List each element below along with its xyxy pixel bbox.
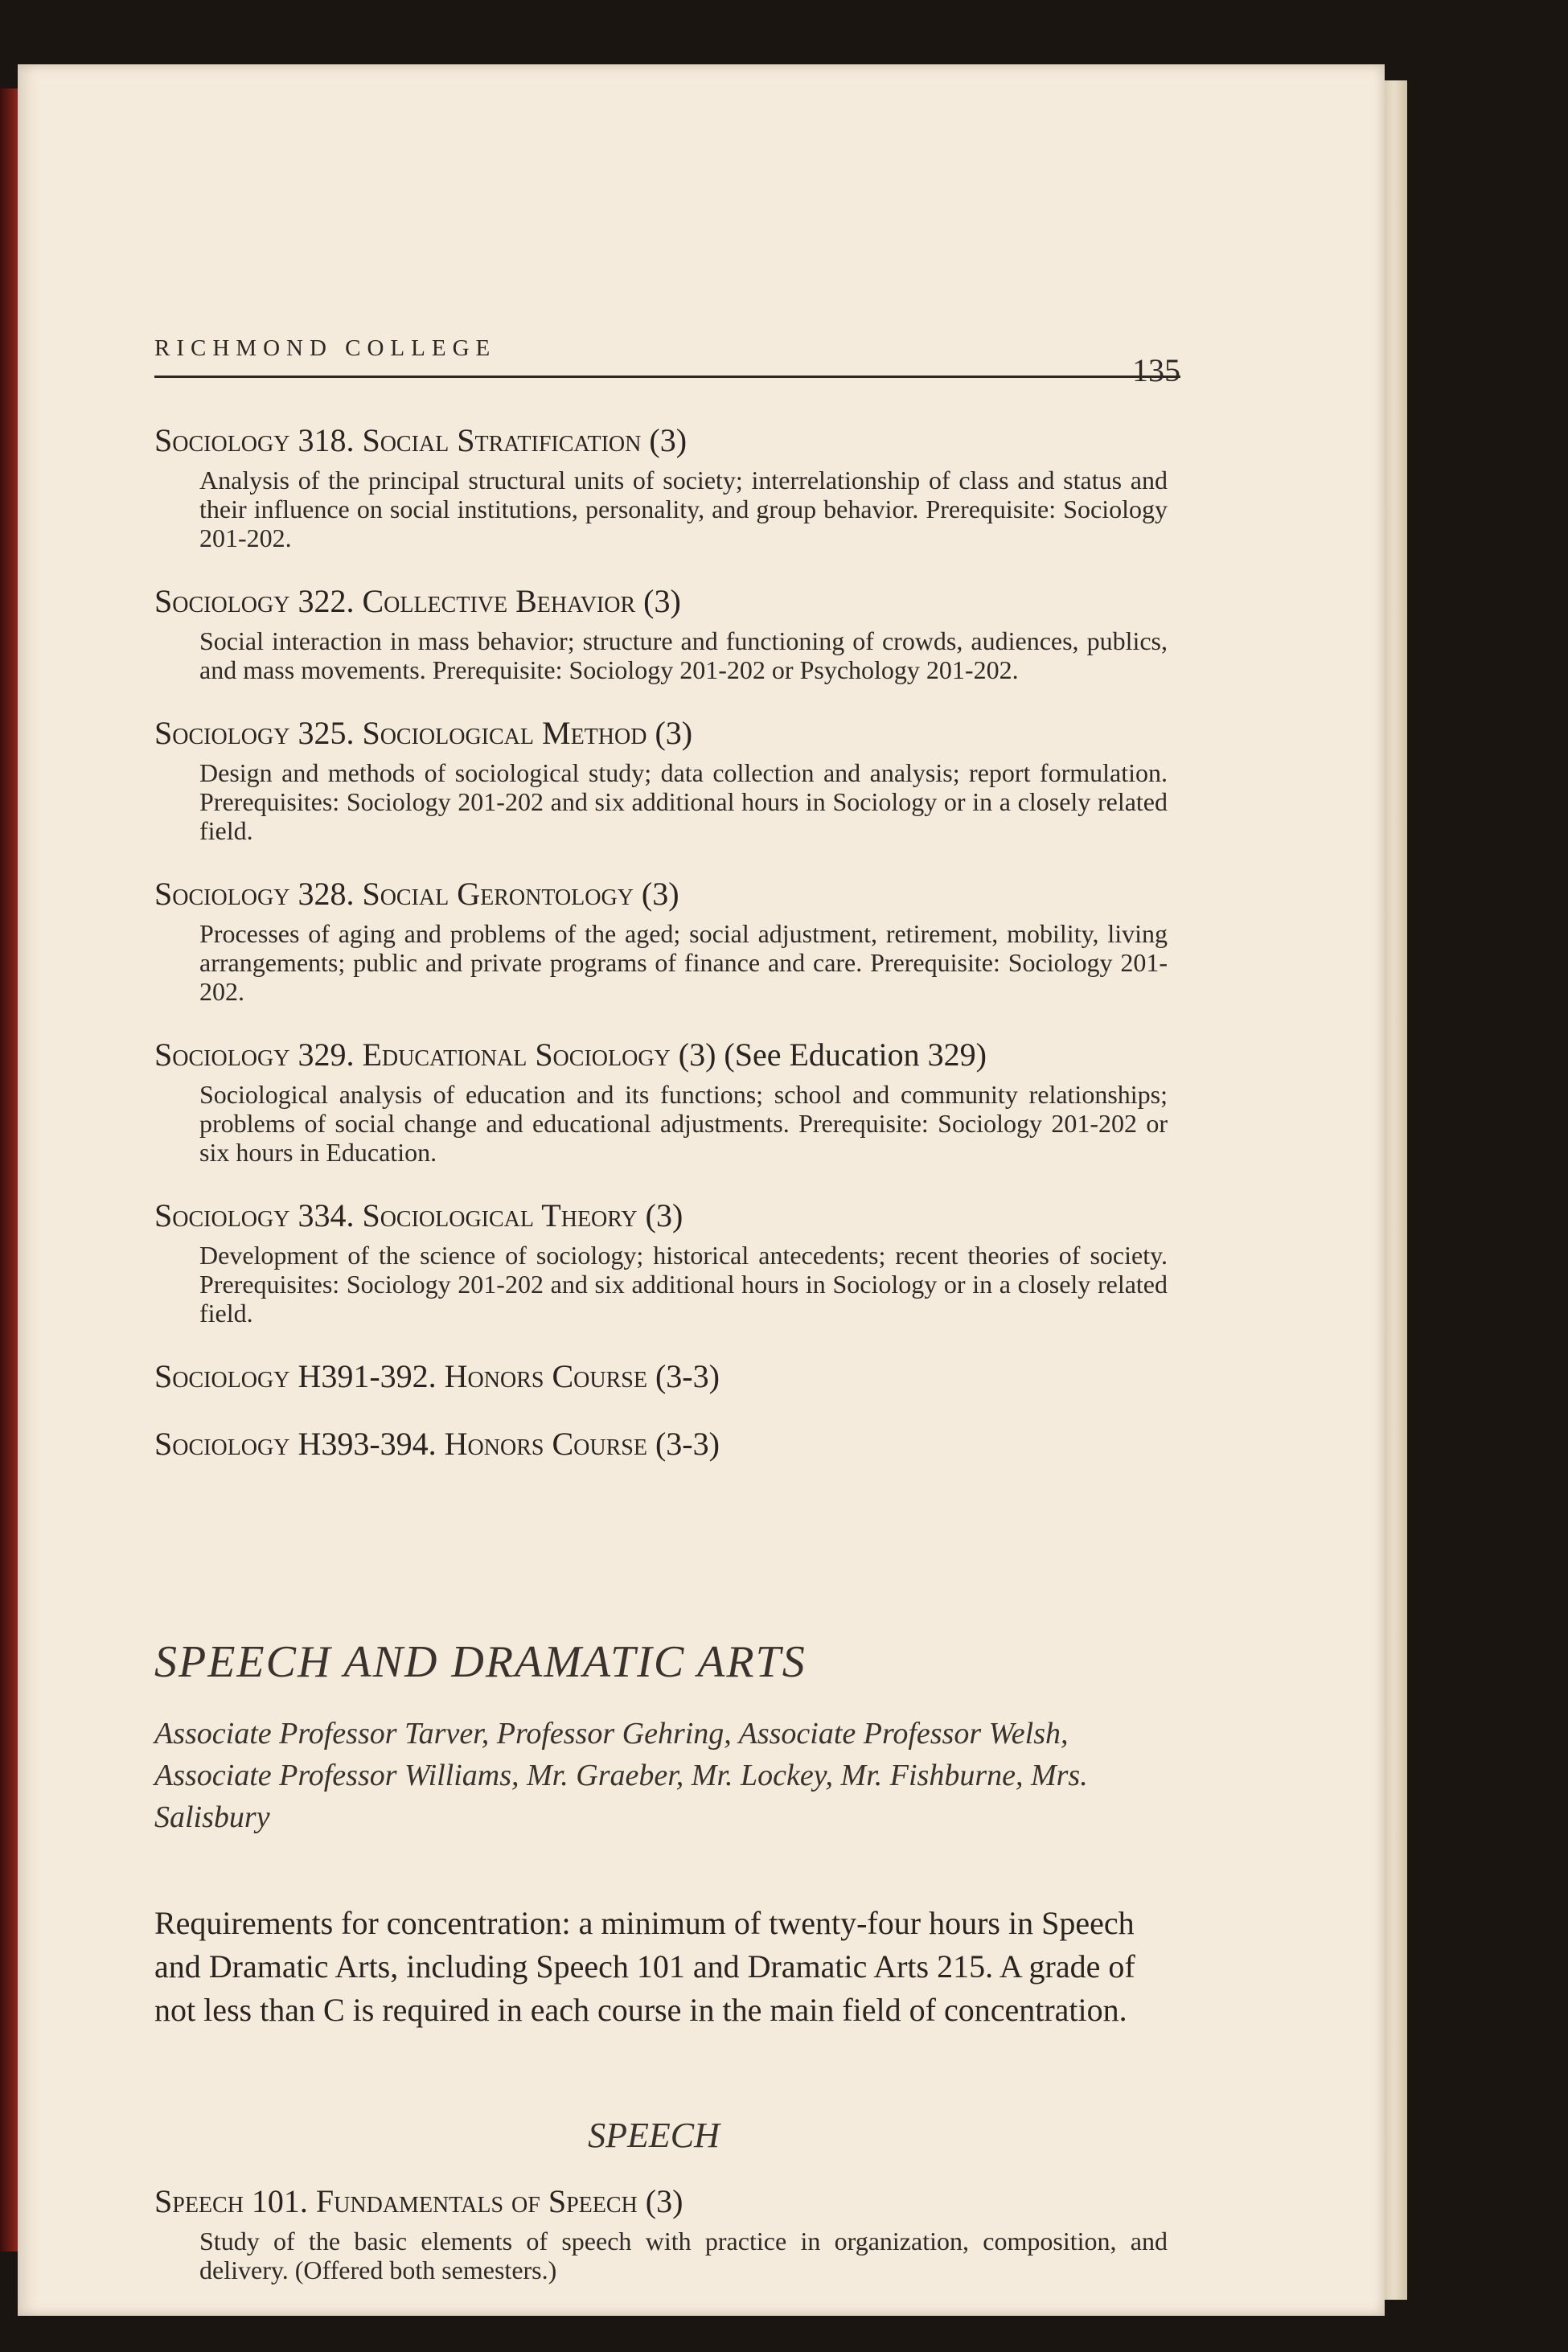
course-title: Sociological Method (3) [362,715,693,751]
course-entry [154,2183,1168,2284]
course-description: Analysis of the principal structural units of society; interrelationship of class and status and their influence on social institutions, personality, and group behavior. Prerequisite: Sociology 201-202. [199,466,1168,552]
course-title: Social Gerontology (3) [362,876,679,912]
course-description: Development of the science of sociology; historical antecedents; recent theories of society. Prerequisites: Sociology 201-202 and six additional hours in Sociology or in a closely related field. [199,1241,1168,1328]
course-entry [154,1358,1168,1395]
course-title: Honors Course (3-3) [444,1358,720,1394]
faculty-list: Associate Professor Tarver, Professor Gehring, Associate Professor Welsh, Associate Professor Williams, Mr. Graeber, Mr. Lockey, Mr. Fishburne, Mrs. Salisbury [154,1717,1088,1834]
section-title: SPEECH AND DRAMATIC ARTS [154,1637,807,1687]
course-code: Sociology 325. [154,715,355,751]
course-title: Collective Behavior (3) [362,583,681,619]
header-rule [154,376,1180,378]
course-code: Sociology 322. [154,583,355,619]
course-description: Processes of aging and problems of the aged; social adjustment, retirement, mobility, living arrangements; public and private programs of finance and care. Prerequisite: Sociology 201-202. [199,919,1168,1006]
course-title: Fundamentals of Speech (3) [315,2183,683,2219]
course-heading [154,583,1168,620]
course-title: Educational Sociology (3) [362,1036,716,1073]
speech-course-list [154,2183,1168,2315]
course-code: Sociology H391-392. [154,1358,437,1394]
course-description: Design and methods of sociological study; data collection and analysis; report formulation. Prerequisites: Sociology 201-202 and six additional hours in Sociology or in a closely related field. [199,758,1168,845]
book-binding-edge [0,88,18,2251]
course-entry [154,583,1168,684]
page-number: 135 [1132,352,1180,388]
course-title: Sociological Theory (3) [362,1197,683,1233]
course-code: Sociology 318. [154,422,355,458]
running-head [135,269,1180,388]
course-heading [154,422,1168,459]
sociology-course-list [154,422,1168,1493]
course-heading [154,1358,1168,1395]
course-entry [154,422,1168,552]
course-code: Sociology 329. [154,1036,355,1073]
course-code: Speech 101. [154,2183,308,2219]
running-title: RICHMOND COLLEGE [154,335,497,361]
course-entry [154,1036,1168,1167]
course-heading [154,2183,1168,2220]
concentration-requirements: Requirements for concentration: a minimum of twenty-four hours in Speech and Dramatic Arts, including Speech 101 and Dramatic Arts 215. A grade of not less than C is required in each course in the main field of concentration. [154,1905,1135,2028]
page-stack-edge [1385,80,1407,2300]
course-heading [154,1036,1168,1073]
page-content [135,269,1180,2284]
course-heading [154,1426,1168,1463]
subsection-heading: SPEECH [588,2116,720,2155]
course-entry [154,1426,1168,1463]
course-entry [154,715,1168,845]
book-page [18,64,1385,2316]
course-entry [154,876,1168,1006]
course-code: Sociology 334. [154,1197,355,1233]
course-title: Honors Course (3-3) [444,1426,720,1462]
course-code: Sociology 328. [154,876,355,912]
course-description: Social interaction in mass behavior; structure and functioning of crowds, audiences, publics, and mass movements. Prerequisite: Sociology 201-202 or Psychology 201-202. [199,626,1168,684]
cross-reference: (See Education 329) [724,1036,987,1073]
course-heading [154,876,1168,913]
course-entry [154,1197,1168,1328]
course-code: Sociology H393-394. [154,1426,437,1462]
course-description: Sociological analysis of education and its functions; school and community relationships; problems of social change and educational adjustments. Prerequisite: Sociology 201-202 or six hours in Education. [199,1080,1168,1167]
course-title: Social Stratification (3) [362,422,688,458]
course-description: Study of the basic elements of speech with practice in organization, composition, and delivery. (Offered both semesters.) [199,2227,1168,2284]
course-heading [154,715,1168,752]
course-heading [154,1197,1168,1234]
